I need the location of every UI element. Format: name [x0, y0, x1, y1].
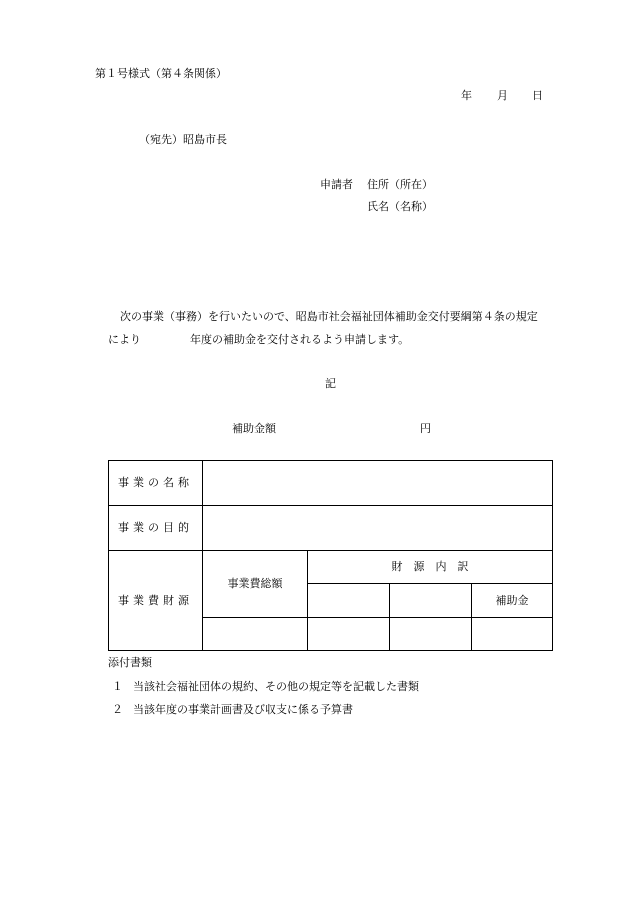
subsidy-header: 補助金: [472, 584, 553, 618]
finance-source-1-value[interactable]: [308, 618, 390, 651]
subsidy-value[interactable]: [472, 618, 553, 651]
finance-breakdown-label: 財 源 内 訳: [308, 551, 553, 584]
row-project-purpose: [109, 506, 553, 551]
applicant-name-label: 氏名（名称）: [367, 200, 433, 213]
applicant-label: 申請者: [320, 178, 353, 191]
attachments-title: 添付書類: [108, 656, 152, 669]
date-month-label: 月: [497, 89, 508, 102]
row-project-name: [109, 461, 553, 506]
finance-source-1-header[interactable]: [308, 584, 390, 618]
project-purpose-field[interactable]: [203, 506, 553, 551]
body-line-1: 次の事業（事務）を行いたいので、昭島市社会福祉団体補助金交付要綱第４条の規定: [120, 310, 538, 323]
date-year-label: 年: [461, 89, 472, 102]
attachment-2-text: 当該年度の事業計画書及び収支に係る予算書: [133, 703, 353, 716]
total-cost-label: 事業費総額: [203, 551, 308, 618]
ki-heading: 記: [325, 377, 336, 390]
finance-source-2-header[interactable]: [390, 584, 472, 618]
form-number: 第１号様式（第４条関係）: [95, 67, 227, 80]
body-line-2-prefix: により: [108, 333, 141, 346]
attachment-2-number: ２: [112, 703, 123, 716]
date-day-label: 日: [532, 89, 543, 102]
total-cost-value[interactable]: [203, 618, 308, 651]
subsidy-amount-label: 補助金額: [232, 422, 276, 435]
project-name-label: 事業の名称: [109, 461, 203, 506]
project-finance-label: 事業費財源: [109, 551, 203, 651]
applicant-address-label: 住所（所在）: [367, 178, 433, 191]
project-purpose-label: 事業の目的: [109, 506, 203, 551]
addressee: （宛先）昭島市長: [139, 133, 227, 146]
subsidy-amount-unit: 円: [420, 422, 431, 435]
attachment-1-text: 当該社会福祉団体の規約、その他の規定等を記載した書類: [133, 680, 419, 693]
finance-source-2-value[interactable]: [390, 618, 472, 651]
application-table: [108, 460, 553, 651]
body-line-2-suffix: 年度の補助金を交付されるよう申請します。: [190, 333, 410, 346]
row-finance-header: [109, 551, 553, 584]
attachment-1-number: １: [112, 680, 123, 693]
project-name-field[interactable]: [203, 461, 553, 506]
